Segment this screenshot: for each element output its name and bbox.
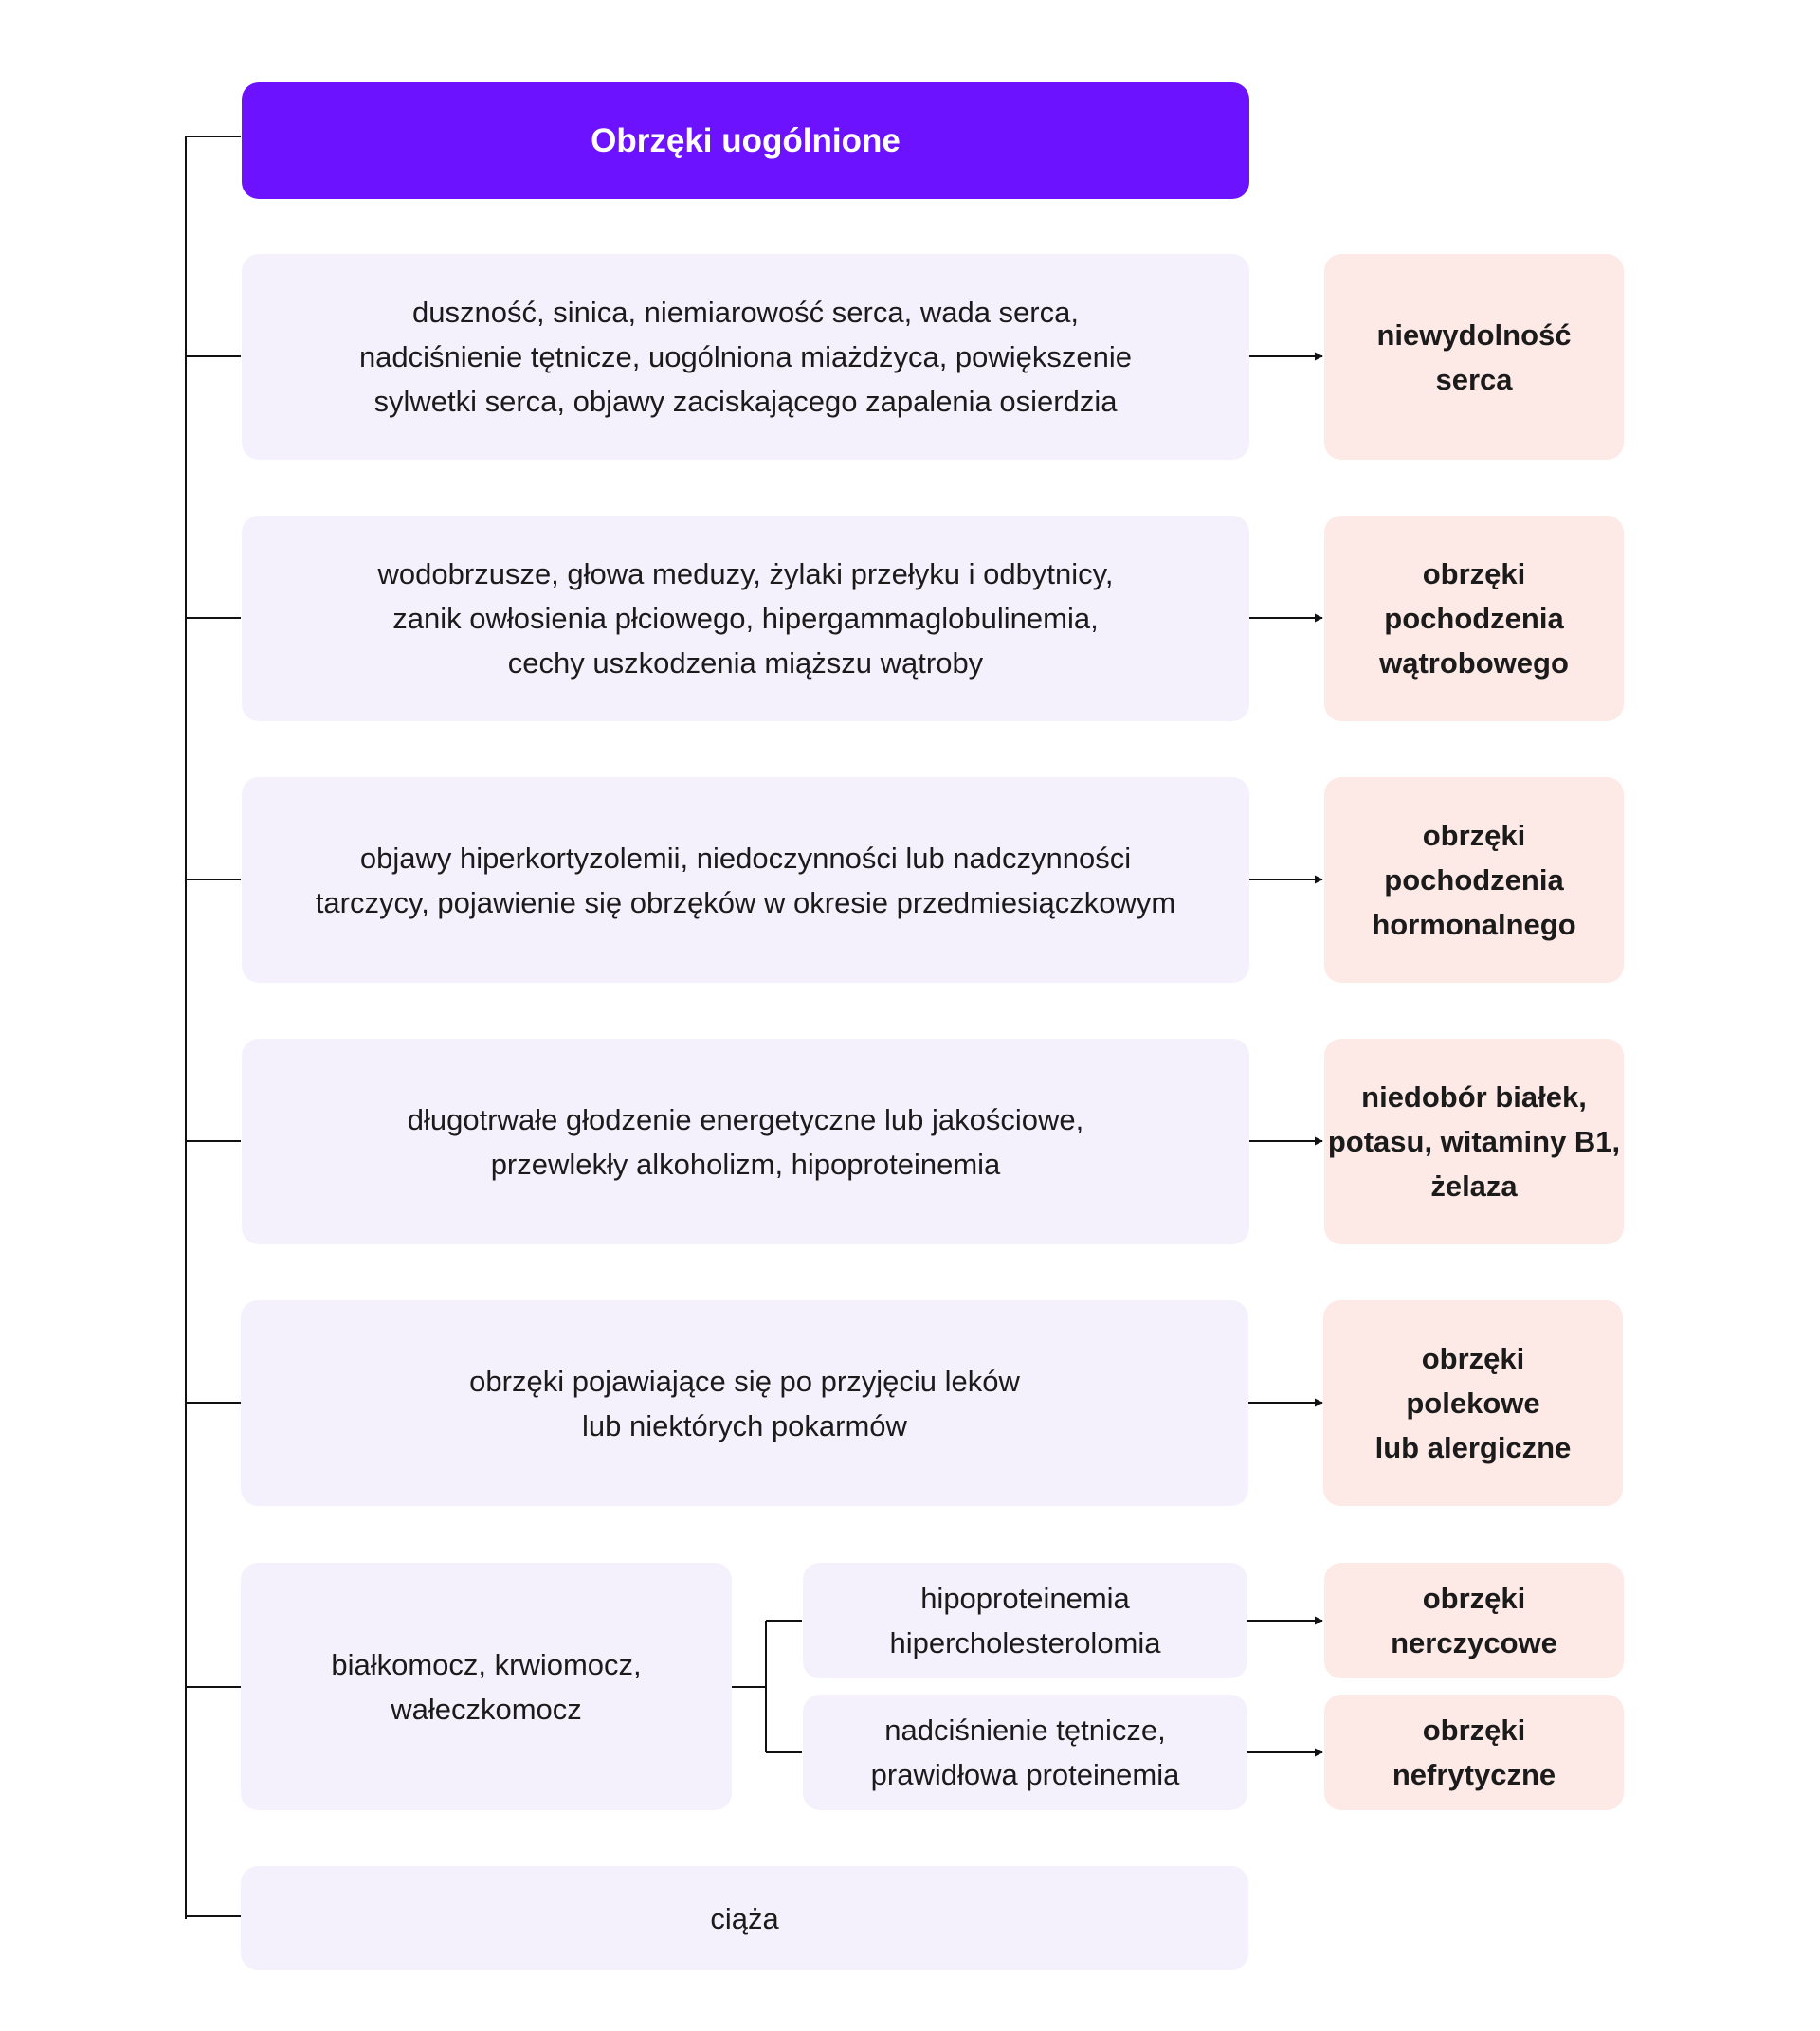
symptoms-box-renal: białkomocz, krwiomocz, wałeczkomocz — [241, 1563, 732, 1810]
symptoms-box-nutritional: długotrwałe głodzenie energetyczne lub jakościowe, przewlekły alkoholizm, hipoproteinemia — [242, 1039, 1249, 1244]
symptoms-box-drug-food: obrzęki pojawiające się po przyjęciu leków lub niektórych pokarmów — [241, 1300, 1248, 1506]
symptoms-box-nephrotic: hipoproteinemia hipercholesterolomia — [803, 1563, 1247, 1678]
symptoms-box-heart: duszność, sinica, niemiarowość serca, wada serca, nadciśnienie tętnicze, uogólniona miażdżyca, powiększenie sylwetki serca, objawy zaciskającego zapalenia osierdzia — [242, 254, 1249, 460]
diagnosis-box-drug-allergic-edema: obrzęki polekowe lub alergiczne — [1323, 1300, 1623, 1506]
diagnosis-box-heart-failure: niewydolność serca — [1324, 254, 1624, 460]
symptoms-box-pregnancy: ciąża — [241, 1866, 1248, 1970]
symptoms-box-hormonal: objawy hiperkortyzolemii, niedoczynności lub nadczynności tarczycy, pojawienie się obrzęków w okresie przedmiesiączkowym — [242, 777, 1249, 983]
diagnosis-box-nephritic-edema: obrzęki nefrytyczne — [1324, 1695, 1624, 1810]
symptoms-box-liver: wodobrzusze, głowa meduzy, żylaki przełyku i odbytnicy, zanik owłosienia płciowego, hipergammaglobulinemia, cechy uszkodzenia miąższu wątroby — [242, 516, 1249, 721]
diagnosis-box-deficiency: niedobór białek, potasu, witaminy B1, żelaza — [1324, 1039, 1624, 1244]
diagnosis-box-nephrotic-edema: obrzęki nerczycowe — [1324, 1563, 1624, 1678]
symptoms-box-nephritic: nadciśnienie tętnicze, prawidłowa proteinemia — [803, 1695, 1247, 1810]
diagnosis-box-hepatic-edema: obrzęki pochodzenia wątrobowego — [1324, 516, 1624, 721]
diagram-title: Obrzęki uogólnione — [242, 82, 1249, 199]
diagnosis-box-hormonal-edema: obrzęki pochodzenia hormonalnego — [1324, 777, 1624, 983]
